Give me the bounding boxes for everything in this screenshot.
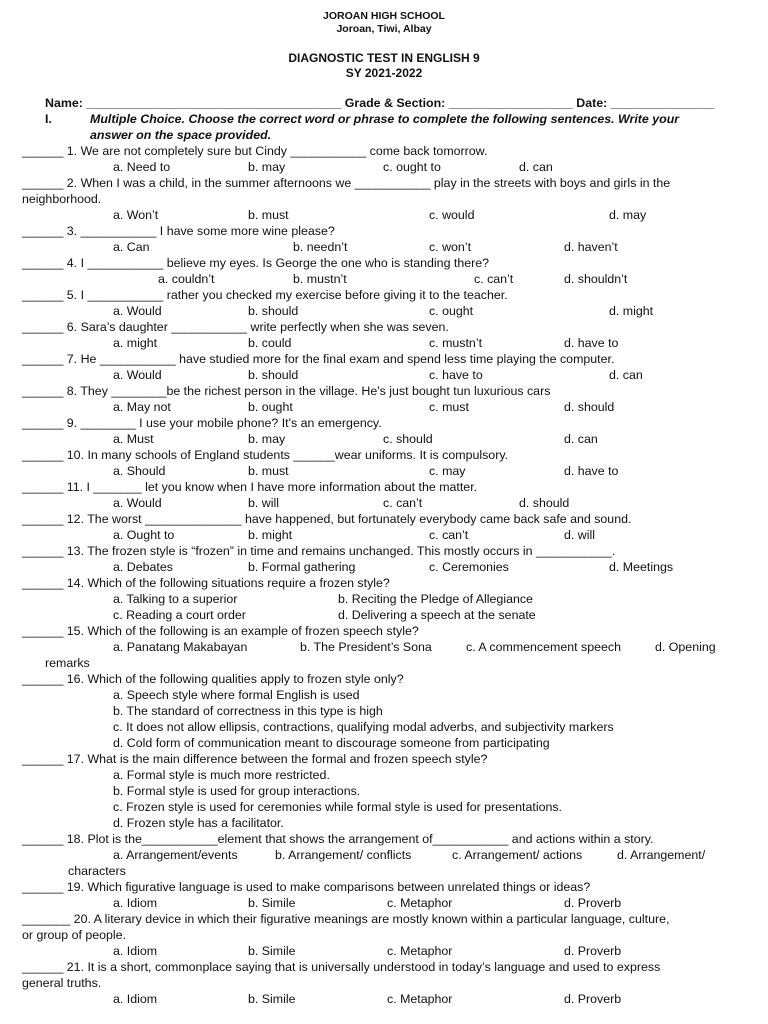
question-19-option-b: b. Simile [248,896,296,910]
question-19-option-c: c. Metaphor [387,896,453,910]
question-8-option-d: d. should [564,400,615,414]
question-5-option-a: a. Would [113,304,162,318]
question-13-option-b: b. Formal gathering [248,560,356,574]
date-field[interactable]: _______________ [610,96,715,110]
question-4-option-b: b. mustn’t [293,272,347,286]
question-2-option-a: a. Won’t [113,208,159,222]
question-10: ______ 10. In many schools of England students ______wear uniforms. It is compulsory. [22,448,509,462]
question-12-option-c: c. can’t [429,528,469,542]
question-11-option-d: d. should [519,496,570,510]
question-10-option-c: c. may [429,464,466,478]
question-15-continuation: remarks [45,656,90,670]
question-14-option-a: a. Talking to a superior [113,592,238,606]
question-12-option-d: d. will [564,528,595,542]
question-10-option-a: a. Should [113,464,166,478]
question-17-option-a: a. Formal style is much more restricted. [113,768,330,782]
date-label: Date: [576,96,608,110]
question-14-option-b: b. Reciting the Pledge of Allegiance [338,592,533,606]
info-line [45,95,714,111]
question-20-option-c: c. Metaphor [387,944,453,958]
question-13-option-c: c. Ceremonies [429,560,509,574]
question-3-option-a: a. Can [113,240,150,254]
question-12-option-a: a. Ought to [113,528,175,542]
question-2-option-c: c. would [429,208,475,222]
question-13-option-a: a. Debates [113,560,173,574]
question-8-option-c: c. must [429,400,469,414]
question-10-option-b: b. must [248,464,289,478]
question-8: ______ 8. They ________be the richest person in the village. He's just bought tun luxurious cars [22,384,551,398]
question-9-option-b: b. may [248,432,286,446]
question-3-option-d: d. haven’t [564,240,618,254]
question-5: ______ 5. I ___________ rather you checked my exercise before giving it to the teacher. [22,288,508,302]
question-14-option-c: c. Reading a court order [113,608,246,622]
question-20-option-d: d. Proverb [564,944,622,958]
question-18-option-d: d. Arrangement/ [617,848,706,862]
question-21-option-c: c. Metaphor [387,992,453,1006]
question-2-option-b: b. must [248,208,289,222]
question-6-option-c: c. mustn’t [429,336,483,350]
question-3: ______ 3. ___________ I have some more wine please? [22,224,335,238]
question-7: ______ 7. He ___________ have studied more for the final exam and spend less time playing the computer. [22,352,615,366]
question-5-option-d: d. might [609,304,654,318]
question-6: ______ 6. Sara’s daughter ___________ write perfectly when she was seven. [22,320,449,334]
question-20-continuation: or group of people. [22,928,127,942]
question-13: ______ 13. The frozen style is “frozen” in time and remains unchanged. This mostly occurs in ___________. [22,544,616,558]
question-11-option-a: a. Would [113,496,162,510]
question-7-option-c: c. have to [429,368,483,382]
name-field[interactable]: _____________________________________ [86,96,342,110]
question-17-option-d: d. Frozen style has a facilitator. [113,816,284,830]
question-15-option-a: a. Panatang Makabayan [113,640,248,654]
question-16-option-b: b. The standard of correctness in this type is high [113,704,383,718]
question-15-option-b: b. The President’s Sona [300,640,432,654]
question-18-continuation: characters [68,864,126,878]
question-1-option-b: b. may [248,160,286,174]
question-10-option-d: d. have to [564,464,619,478]
question-11-option-c: c. can’t [383,496,423,510]
question-13-option-d: d. Meetings [609,560,674,574]
question-17: ______ 17. What is the main difference between the formal and frozen speech style? [22,752,488,766]
school-address: Joroan, Tiwi, Albay [336,23,432,35]
question-20-option-b: b. Simile [248,944,296,958]
question-9-option-c: c. should [383,432,433,446]
name-label: Name: [45,96,83,110]
question-21: ______ 21. It is a short, commonplace saying that is universally understood in today’s language and used to express [22,960,661,974]
question-7-option-a: a. Would [113,368,162,382]
question-7-option-b: b. should [248,368,299,382]
question-16-option-d: d. Cold form of communication meant to discourage someone from participating [113,736,550,750]
question-16-option-a: a. Speech style where formal English is used [113,688,360,702]
school-year: SY 2021-2022 [345,66,423,80]
question-4-option-c: c. can’t [474,272,514,286]
question-11: ______ 11. I _______ let you know when I have more information about the matter. [22,480,478,494]
question-21-continuation: general truths. [22,976,102,990]
question-6-option-a: a. might [113,336,158,350]
question-8-option-b: b. ought [248,400,293,414]
question-12-option-b: b. might [248,528,293,542]
question-16-option-c: c. It does not allow ellipsis, contractions, qualifying modal adverbs, and subjectivity markers [113,720,614,734]
question-19-option-d: d. Proverb [564,896,622,910]
grade-section-label: Grade & Section: [344,96,446,110]
question-5-option-c: c. ought [429,304,474,318]
section-number: I. [45,112,52,126]
question-11-option-b: b. will [248,496,279,510]
question-21-option-d: d. Proverb [564,992,622,1006]
question-3-option-c: c. won’t [429,240,472,254]
question-20-option-a: a. Idiom [113,944,158,958]
question-8-option-a: a. May not [113,400,171,414]
question-19: ______ 19. Which figurative language is used to make comparisons between unrelated things or ideas? [22,880,591,894]
question-1: ______ 1. We are not completely sure but Cindy ___________ come back tomorrow. [22,144,488,158]
question-18: ______ 18. Plot is the___________element that shows the arrangement of___________ and actions within a story. [22,832,654,846]
school-name: JOROAN HIGH SCHOOL [323,10,445,22]
section-instruction-cont: answer on the space provided. [90,128,272,142]
question-15-option-d: d. Opening [655,640,716,654]
question-20: _______ 20. A literary device in which their figurative meanings are mostly known within a particular language, culture, [22,912,670,926]
question-6-option-b: b. could [248,336,292,350]
question-2-continuation: neighborhood. [22,192,102,206]
question-1-option-d: d. can [519,160,553,174]
question-5-option-b: b. should [248,304,299,318]
question-4-option-d: d. shouldn’t [564,272,628,286]
question-15: ______ 15. Which of the following is an example of frozen speech style? [22,624,419,638]
test-title: DIAGNOSTIC TEST IN ENGLISH 9 [288,51,480,65]
question-1-option-a: a. Need to [113,160,171,174]
question-17-option-b: b. Formal style is used for group interactions. [113,784,361,798]
question-14-option-d: d. Delivering a speech at the senate [338,608,536,622]
question-16: ______ 16. Which of the following qualities apply to frozen style only? [22,672,404,686]
question-14: ______ 14. Which of the following situations require a frozen style? [22,576,390,590]
question-9-option-d: d. can [564,432,598,446]
question-17-option-c: c. Frozen style is used for ceremonies while formal style is used for presentations. [113,800,563,814]
question-2-option-d: d. may [609,208,647,222]
question-18-option-a: a. Arrangement/events [113,848,238,862]
section-instruction: Multiple Choice. Choose the correct word or phrase to complete the following sentences. Write your [90,112,680,126]
question-1-option-c: c. ought to [383,160,441,174]
question-9-option-a: a. Must [113,432,154,446]
question-18-option-c: c. Arrangement/ actions [452,848,583,862]
question-19-option-a: a. Idiom [113,896,158,910]
question-15-option-c: c. A commencement speech [466,640,621,654]
question-7-option-d: d. can [609,368,643,382]
question-4-option-a: a. couldn’t [158,272,215,286]
question-18-option-b: b. Arrangement/ conflicts [275,848,412,862]
question-6-option-d: d. have to [564,336,619,350]
question-4: ______ 4. I ___________ believe my eyes. Is George the one who is standing there? [22,256,490,270]
question-21-option-a: a. Idiom [113,992,158,1006]
question-2: ______ 2. When I was a child, in the summer afternoons we ___________ play in the streets with boys and girls in the [22,176,671,190]
question-9: ______ 9. ________ I use your mobile phone? It's an emergency. [22,416,382,430]
grade-section-field[interactable]: __________________ [448,96,573,110]
question-12: ______ 12. The worst ______________ have happened, but fortunately everybody came back safe and sound. [22,512,632,526]
question-3-option-b: b. needn’t [293,240,348,254]
question-21-option-b: b. Simile [248,992,296,1006]
